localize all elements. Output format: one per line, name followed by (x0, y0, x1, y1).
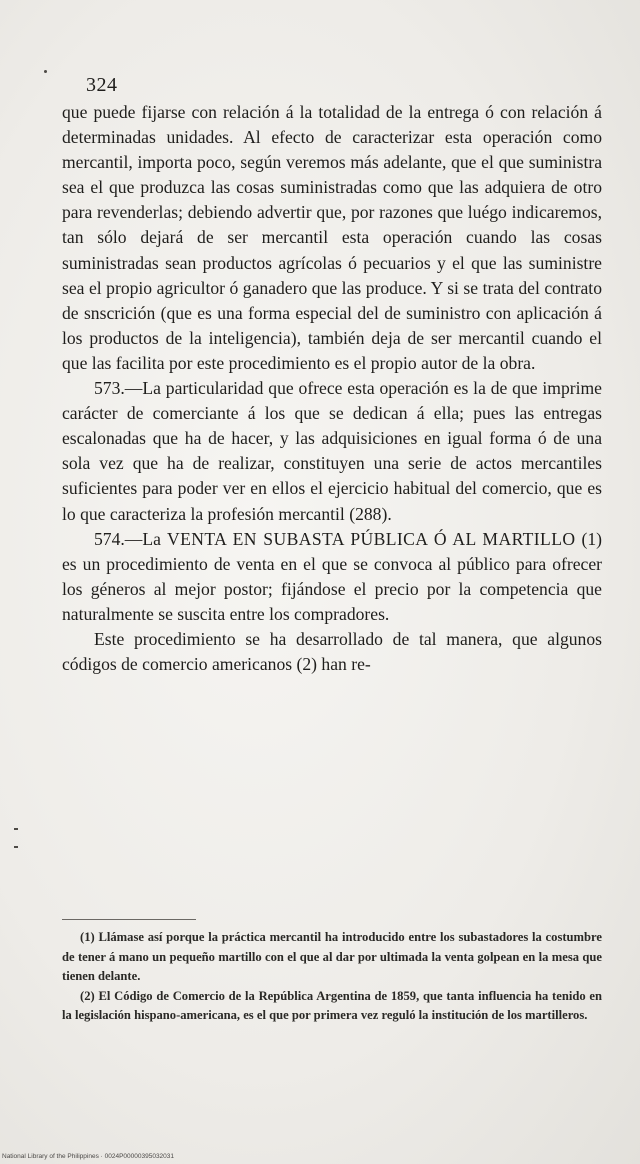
footnote-2: (2) El Código de Comercio de la República Argentina de 1859, que tanta influencia ha tenido en la legislación hispano-americana, es el que por primera vez reguló la institución de los martilleros. (62, 988, 602, 1022)
margin-mark (14, 846, 18, 848)
paragraph-continuation: Este procedimiento se ha desarrollado de tal manera, que algunos códigos de comercio americanos (2) han re- (62, 628, 602, 675)
scan-attribution: National Library of the Philippines · 0024P00000395032031 (2, 1153, 175, 1160)
body-text (62, 100, 602, 677)
footnote-1: (1) Llámase así porque la práctica mercantil ha introducido entre los subastadores la costumbre de tener á mano un pequeño martillo con el que al dar por ultimada la venta golpean en la mesa que tienen delante. (62, 930, 602, 983)
ink-speck (44, 70, 47, 73)
paragraph-continued: que puede fijarse con relación á la totalidad de la entrega ó con relación á determinadas unidades. Al efecto de caracterizar esta operación como mercantil, importa poco, según veremos más adelante, que el que suministra sea el que produzca las cosas suministradas como que las adquiera de otro para revenderlas; debiendo advertir que, por razones que luégo indicaremos, tan sólo dejará de ser mercantil esta operación cuando las cosas suministradas sean productos agrícolas ó pecuarios y el que las suministre sea el propio agricultor ó ganadero que las produce. Y si se trata del contrato de snscrición (que es una forma especial del de suministro con aplicación á los productos de la inteligencia), también deja de ser mercantil cuando el que las facilita por este procedimiento es el propio autor de la obra. (62, 102, 602, 373)
paragraph-574-text: (1) es un procedimiento de venta en el que se convoca al público para ofrecer los géneros al mejor postor; fijándose el precio por la competencia que naturalmente se suscita entre los compradores. (62, 528, 602, 624)
margin-mark (14, 828, 18, 830)
page-number: 324 (86, 74, 118, 96)
footnote-divider (62, 919, 196, 920)
paragraph-574-lead: 574.—La (94, 528, 161, 549)
paragraph-574 (62, 527, 602, 627)
paragraph-573: 573.—La particularidad que ofrece esta operación es la de que imprime carácter de comerciante á los que se dedican á ella; pues las entregas escalonadas que ha de hacer, y las adquisiciones en igual forma ó de una sola vez que ha de realizar, constituyen una serie de actos mercantiles suficientes para poder ver en ellos el ejercicio habitual del comercio, que es lo que caracteriza la profesión mercantil (288). (62, 378, 602, 524)
footnotes (62, 928, 602, 1026)
heading-venta-en-subasta: VENTA EN SUBASTA PÚBLICA Ó AL MARTILLO (166, 528, 576, 549)
